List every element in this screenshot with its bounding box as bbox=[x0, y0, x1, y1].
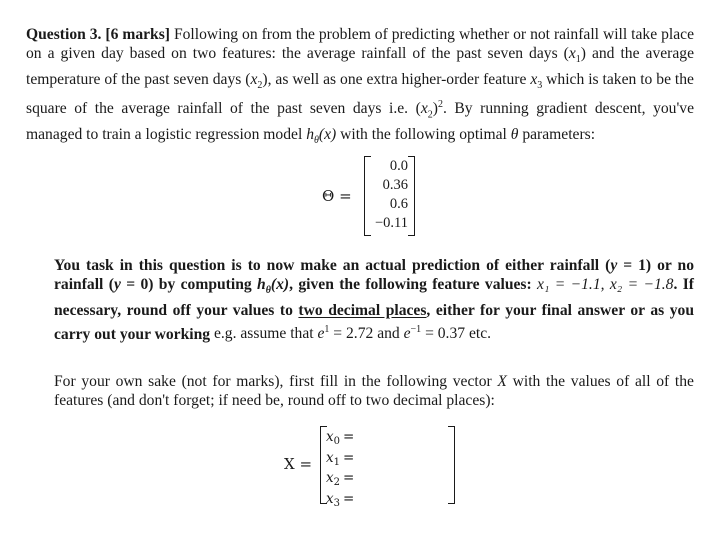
theta-label: Θ = bbox=[322, 187, 352, 205]
var-x2: x bbox=[250, 70, 258, 88]
var-x2b-sub: 2 bbox=[427, 109, 433, 121]
task-e2: e bbox=[403, 325, 411, 343]
var-x3-sub: 3 bbox=[537, 80, 543, 92]
x-entry-2-eq: = bbox=[343, 470, 355, 486]
x-entry-2-sub: 2 bbox=[333, 477, 340, 488]
instruction-paragraph bbox=[54, 372, 694, 411]
task-text-5: . If necessary, round off your values to bbox=[54, 276, 694, 319]
x-entry-3-sub: 3 bbox=[333, 497, 340, 509]
hypothesis-theta-sub: θ bbox=[313, 135, 319, 147]
x-entry-1[interactable] bbox=[326, 449, 354, 470]
task-e1: e bbox=[317, 325, 325, 343]
theta-value-0: 0.0 bbox=[389, 158, 408, 174]
intro-text-3: ), as well as one extra higher-order feature bbox=[262, 70, 531, 88]
task-hx: (x) bbox=[270, 276, 290, 294]
task-text-4: , given the following feature values: bbox=[289, 276, 538, 294]
intro-text-7: with the following optimal bbox=[336, 126, 511, 144]
feature-values: x₁ = −1.1, x₂ = −1.8 bbox=[537, 276, 674, 294]
var-x2-sub: 2 bbox=[257, 80, 263, 92]
x-entry-1-eq: = bbox=[343, 449, 355, 466]
x-entry-3[interactable] bbox=[326, 490, 354, 511]
var-x2b: x bbox=[420, 100, 428, 118]
hypothesis-h: h bbox=[306, 126, 314, 144]
task-paragraph bbox=[54, 256, 694, 344]
theta-value-3: −0.11 bbox=[374, 215, 408, 231]
x-entry-0-var: x bbox=[326, 429, 334, 445]
task-text-6: , either for your final answer or as you carry out your working bbox=[54, 301, 695, 343]
intro-text-5: ) bbox=[432, 100, 438, 118]
var-x1: x bbox=[568, 45, 576, 63]
theta-value-2: 0.6 bbox=[389, 196, 408, 212]
x-entry-3-var: x bbox=[326, 490, 334, 507]
instruction-text-1: For your own sake (not for marks), first fill in the following vector bbox=[54, 373, 498, 390]
x-entry-0-sub: 0 bbox=[333, 436, 340, 447]
x-entry-0[interactable] bbox=[326, 428, 354, 449]
task-e2-val: = 0.37 etc. bbox=[421, 325, 492, 343]
intro-text-1: Following on from the problem of predicting whether or not rainfall will take place on a given day based on two features: the average rainfall of the past seven days ( bbox=[26, 26, 694, 63]
theta-value-1: 0.36 bbox=[382, 177, 408, 193]
theta-bracket-right bbox=[408, 156, 415, 236]
intro-text-6: . By running gradient descent, you've managed to train a logistic regression model bbox=[26, 100, 694, 144]
square-exponent: 2 bbox=[437, 99, 443, 111]
task-y0: y bbox=[113, 276, 121, 294]
theta-symbol: θ bbox=[510, 126, 519, 144]
x-bracket-right bbox=[448, 426, 455, 504]
intro-text-2: ) and the average temperature of the past seven days ( bbox=[26, 45, 694, 88]
theta-vector bbox=[322, 156, 442, 236]
question-intro bbox=[26, 25, 694, 151]
var-x3: x bbox=[530, 70, 538, 88]
task-e1-sup: 1 bbox=[324, 324, 330, 336]
x-vector bbox=[284, 426, 474, 509]
question-heading: Question 3. [6 marks] bbox=[26, 26, 170, 43]
x-entry-2-var: x bbox=[326, 470, 334, 486]
instruction-X: X bbox=[497, 373, 507, 390]
task-text-2: = 1) or no rainfall ( bbox=[54, 257, 695, 294]
task-text-1: You task in this question is to now make an actual prediction of either rainfall ( bbox=[54, 257, 611, 274]
x-entry-0-eq: = bbox=[343, 429, 355, 445]
two-decimal-places: two decimal places bbox=[298, 301, 427, 319]
task-and: and bbox=[373, 325, 404, 343]
task-e2-sup: −1 bbox=[410, 324, 422, 336]
task-y1: y bbox=[610, 257, 618, 274]
x-entry-1-var: x bbox=[326, 449, 334, 466]
x-entry-3-eq: = bbox=[343, 490, 355, 507]
var-x1-sub: 1 bbox=[575, 54, 581, 66]
instruction-text-2: with the values of all of the features (and don't forget; if need be, round off to two decimal places): bbox=[54, 373, 694, 410]
x-label: X = bbox=[284, 455, 313, 473]
task-eg: e.g. assume that bbox=[210, 325, 318, 343]
task-e1-val: = 2.72 bbox=[329, 325, 374, 343]
x-entry-1-sub: 1 bbox=[333, 456, 340, 468]
theta-values bbox=[366, 157, 408, 233]
task-h: h bbox=[257, 276, 266, 294]
task-h-sub: θ bbox=[265, 285, 271, 297]
intro-text-4: which is taken to be the square of the average rainfall of the past seven days i.e. ( bbox=[26, 70, 694, 118]
hypothesis-arg: (x) bbox=[318, 126, 337, 144]
intro-text-8: parameters: bbox=[518, 126, 596, 144]
task-text-3: = 0) by computing bbox=[120, 276, 258, 294]
x-entries bbox=[326, 428, 354, 510]
x-entry-2[interactable] bbox=[326, 469, 354, 490]
